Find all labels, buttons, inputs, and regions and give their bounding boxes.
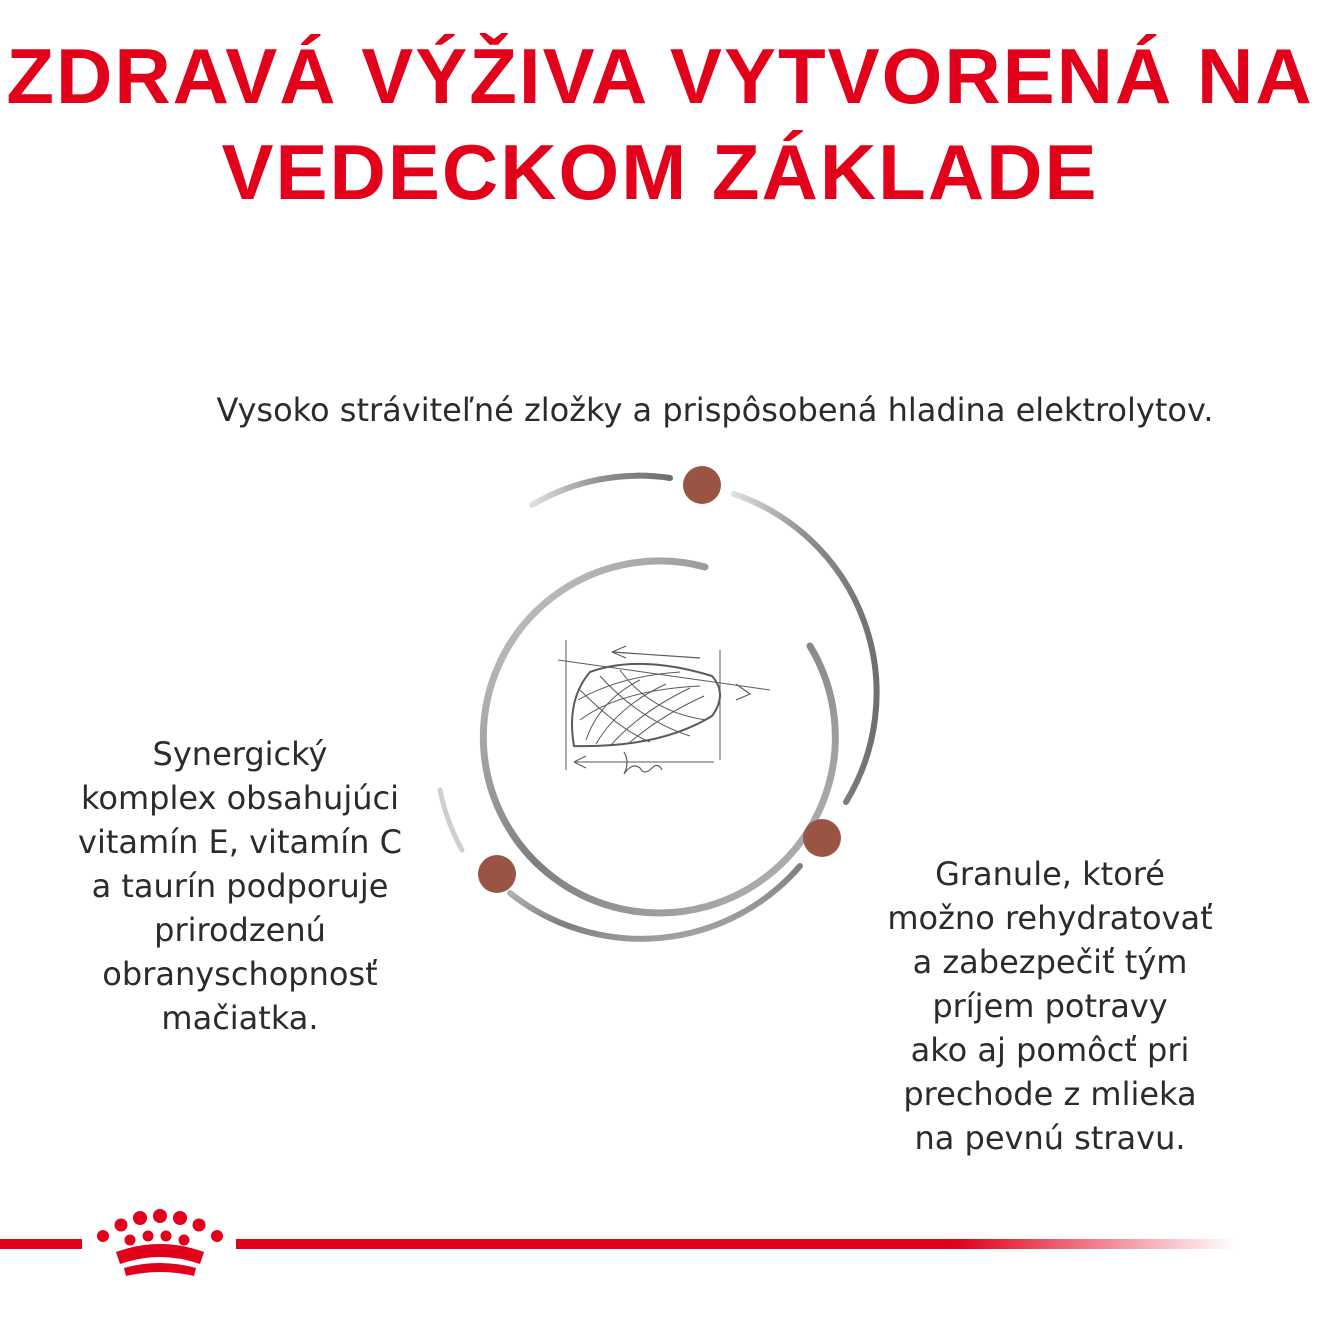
benefit-left-line-1: Synergický: [152, 735, 328, 773]
page-title: [0, 28, 1320, 220]
benefit-digestibility-text: [160, 388, 1270, 432]
benefit-left-line-5: prirodzenú: [154, 911, 326, 949]
royal-crown-logo-icon: [97, 1209, 223, 1276]
benefit-left-line-3: vitamín E, vitamín C: [78, 823, 402, 861]
benefit-left-line-7: mačiatka.: [161, 999, 319, 1037]
footer-brand-bar: [0, 1195, 1320, 1295]
benefit-right-line-4: príjem potravy: [932, 987, 1168, 1025]
benefit-right-line-7: na pevnú stravu.: [914, 1119, 1186, 1157]
marker-top: [683, 466, 721, 504]
benefit-right-line-1: Granule, ktoré: [935, 855, 1165, 893]
benefit-top-line-1: Vysoko stráviteľné zložky a prispôsobená hladina elektrolytov.: [216, 391, 1214, 429]
title-line-2: VEDECKOM ZÁKLADE: [221, 128, 1099, 216]
benefit-left-line-6: obranyschopnosť: [102, 955, 378, 993]
benefit-right-line-6: prechode z mlieka: [903, 1075, 1197, 1113]
benefit-right-line-3: a zabezpečiť tým: [912, 943, 1188, 981]
kibble-sketch-icon: [558, 640, 770, 774]
benefit-right-line-5: ako aj pomôcť pri: [910, 1031, 1190, 1069]
marker-left: [478, 855, 516, 893]
benefit-right-line-2: možno rehydratovať: [887, 899, 1213, 937]
outer-arc-left-tip: [440, 790, 462, 850]
benefit-diagram: [430, 455, 890, 945]
title-line-1: ZDRAVÁ VÝŽIVA VYTVORENÁ NA: [6, 32, 1314, 120]
benefit-left-line-2: komplex obsahujúci: [81, 779, 399, 817]
footer-line-left: [0, 1239, 82, 1249]
marker-right: [803, 819, 841, 857]
outer-arc-right: [734, 494, 877, 802]
benefit-antioxidant-text: [30, 732, 450, 1040]
footer-line-right: [236, 1239, 1236, 1249]
outer-arc-top-left: [532, 476, 670, 505]
benefit-rehydration-text: [860, 852, 1240, 1160]
benefit-left-line-4: a taurín podporuje: [91, 867, 389, 905]
